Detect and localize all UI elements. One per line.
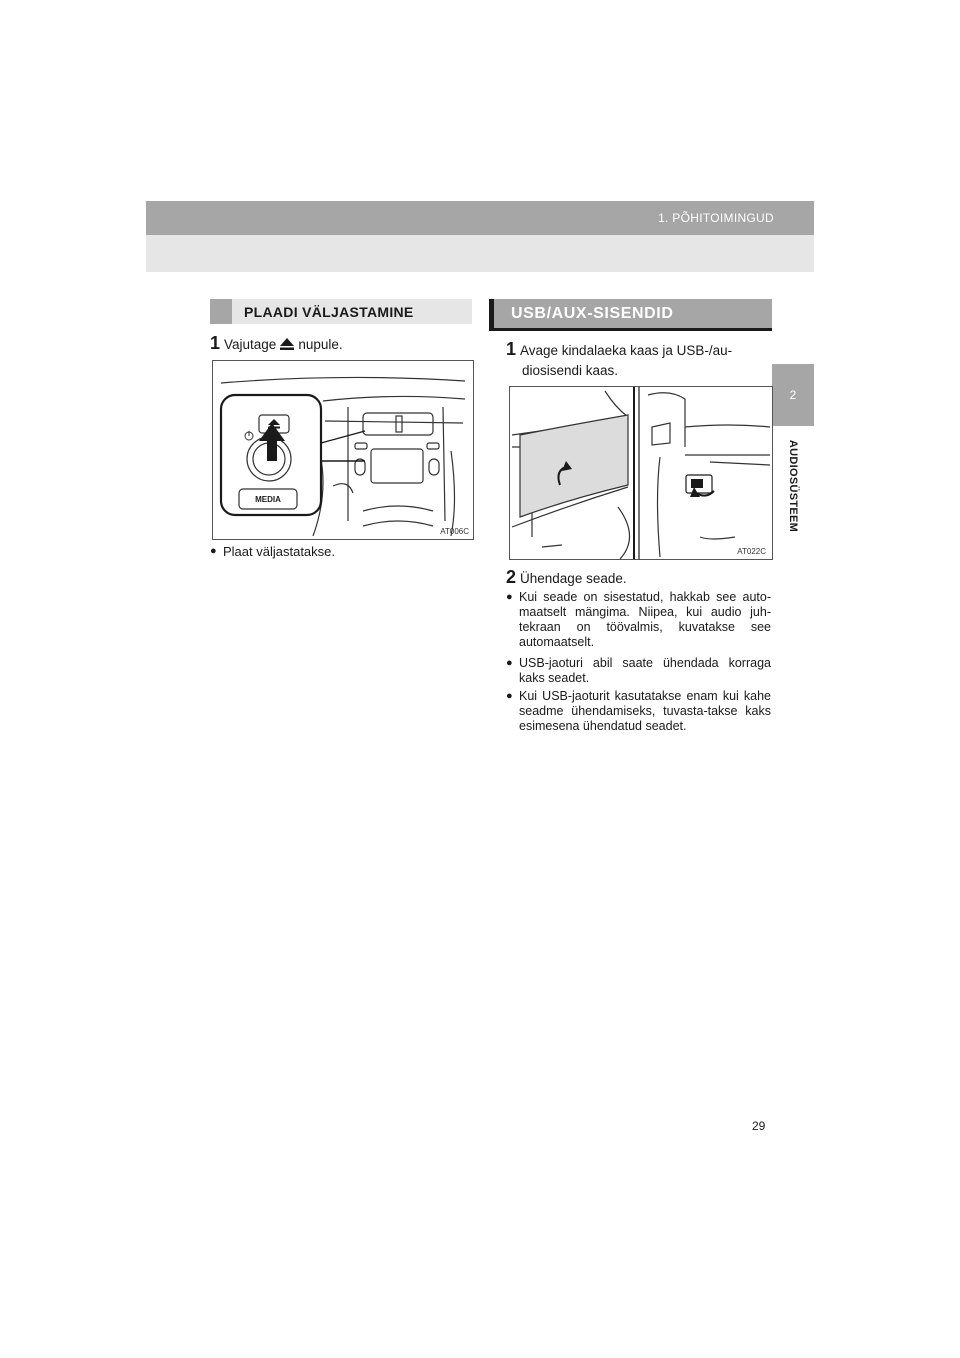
bullet-text: Plaat väljastatakse. [223,544,336,559]
step-text-before: Vajutage [224,337,277,352]
step-1-open-cover [506,339,772,381]
section-title: PLAADI VÄLJASTAMINE [244,304,414,320]
glovebox-usb-illustration [509,386,773,560]
eject-icon [280,338,294,350]
side-tab-label-text: AUDIOSÜSTEEM [787,439,799,533]
step-2-connect [506,567,627,589]
media-button-label: MEDIA [255,495,281,504]
side-tab-label [772,426,814,546]
header-bar [146,201,814,235]
step-text-line2: diosisendi kaas. [522,363,619,378]
bullet-dot: ● [506,690,513,702]
bullet-dot: ● [210,545,217,557]
bullet-usb-hub-limit [506,689,771,734]
figure-code: AT022C [737,547,766,556]
step-number: 1 [210,333,221,353]
bullet-dot: ● [506,591,513,603]
section-header-disc-eject [210,299,472,324]
dashboard-eject-illustration [212,360,474,540]
section-title: USB/AUX-SISENDID [511,305,674,322]
section-header-usb-aux [489,299,772,331]
bullet-text: Kui USB-jaoturit kasutatakse enam kui kahe seadme ühendamiseks, tuvasta-takse kaks esimesena ühendatud seadet. [519,689,771,733]
side-tab-number: 2 [772,364,814,426]
section-marker [210,299,232,324]
step-number: 2 [506,567,517,587]
bullet-text: Kui seade on sisestatud, hakkab see auto-maatselt mängima. Niipea, kui audio juh-tekraan on töövalmis, kuvatakse see automaatselt. [519,590,771,649]
step-text: Ühendage seade. [520,571,627,586]
page-number: 29 [752,1119,766,1133]
bullet-disc-ejected [210,544,472,559]
step-text-after: nupule. [298,337,343,352]
header-subbar [146,235,814,272]
section-marker [489,299,494,328]
chapter-title: 1. PÕHITOIMINGUD [658,211,774,225]
bullet-autoplay [506,590,771,650]
step-1-eject [210,333,343,355]
bullet-text: USB-jaoturi abil saate ühendada korraga kaks seadet. [519,656,771,685]
step-text-line1: Avage kindalaeka kaas ja USB-/au- [520,343,733,358]
figure-code: AT006C [440,527,469,536]
bullet-usb-hub [506,656,771,686]
step-number: 1 [506,339,517,359]
bullet-dot: ● [506,657,513,669]
